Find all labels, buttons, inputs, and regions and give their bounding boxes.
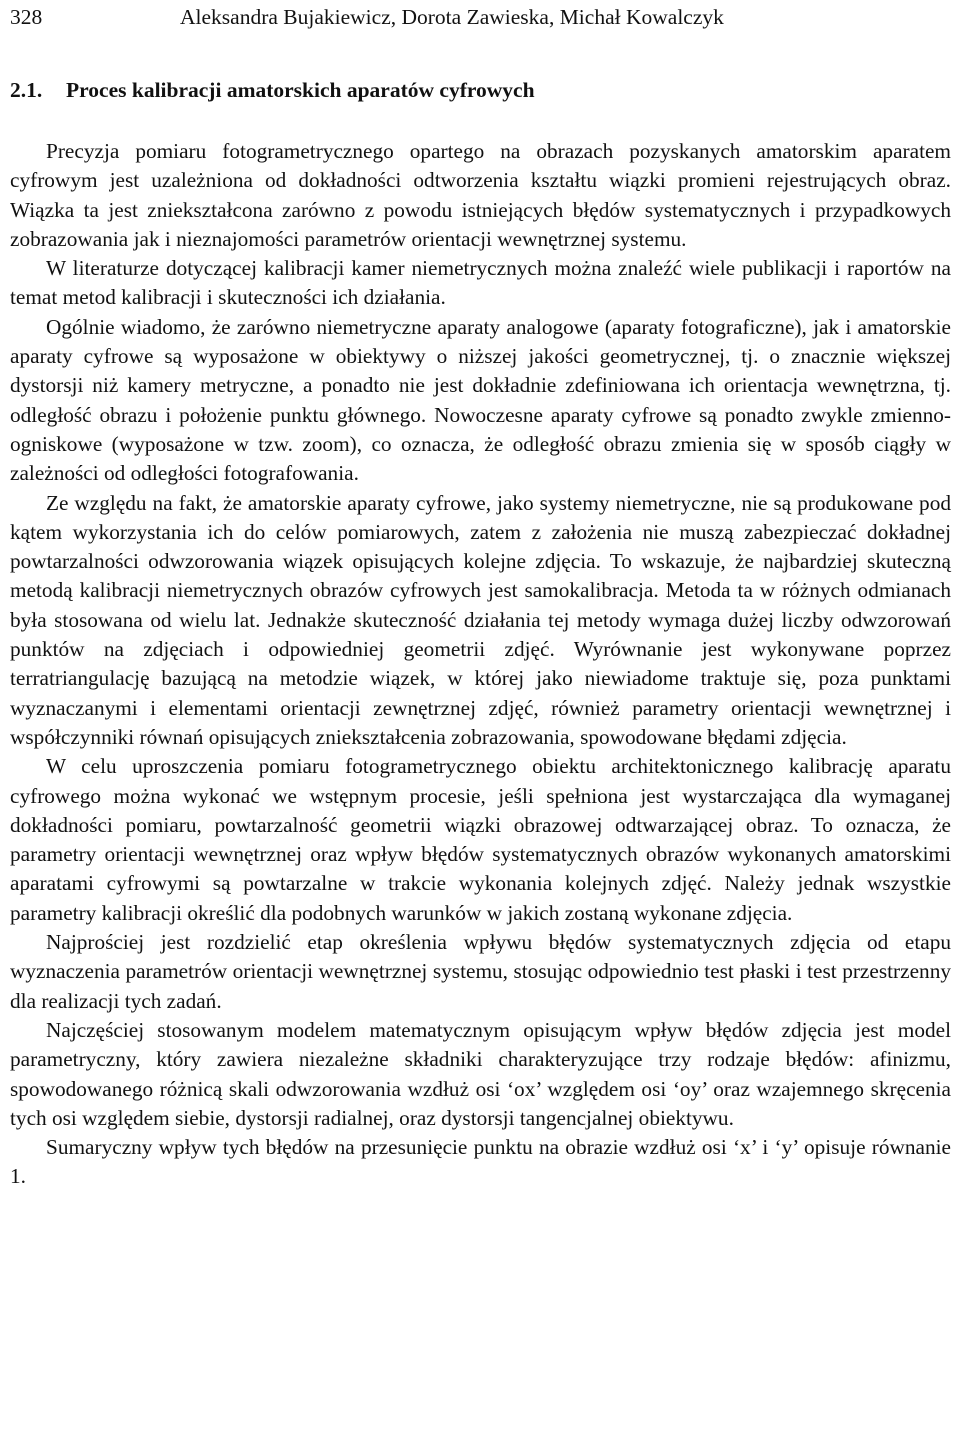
section-title: Proces kalibracji amatorskich aparatów cyfrowych bbox=[66, 78, 535, 102]
body-text bbox=[10, 137, 951, 1192]
header-authors: Aleksandra Bujakiewicz, Dorota Zawieska, Michał Kowalczyk bbox=[180, 5, 724, 29]
paragraph: Sumaryczny wpływ tych błędów na przesunięcie punktu na obrazie wzdłuż osi ‘x’ i ‘y’ opisuje równanie 1. bbox=[10, 1135, 951, 1189]
document-page bbox=[10, 0, 951, 1192]
paragraph: Precyzja pomiaru fotogrametrycznego opartego na obrazach pozyskanych amatorskim aparatem cyfrowym jest uzależniona od dokładności odtworzenia kształtu wiązki promieni rejestrujących obraz. Wiązka ta jest zniekształcona zarówno z powodu istniejących błędów systematycznych i przypadkowych zobrazowania jak i nieznajomości parametrów orientacji wewnętrznej systemu. bbox=[10, 139, 951, 251]
page-number: 328 bbox=[10, 5, 43, 29]
paragraph: Najczęściej stosowanym modelem matematycznym opisującym wpływ błędów zdjęcia jest model parametryczny, który zawiera niezależne składniki charakteryzujące trzy rodzaje błędów: afinizmu, spowodowanego różnicą skali odwzorowania wzdłuż osi ‘ox’ względem osi ‘oy’ oraz wzajemnego skręcenia tych osi względem siebie, dystorsji radialnej, oraz dystorsji tangencjalnej obiektywu. bbox=[10, 1017, 951, 1130]
paragraph: Ze względu na fakt, że amatorskie aparaty cyfrowe, jako systemy niemetryczne, nie są produkowane pod kątem wykorzystania ich do celów pomiarowych, zatem z założenia nie muszą zabezpieczać dokładnej powtarzalności odwzorowania wiązek opisujących kolejne zdjęcia. To wskazuje, że najbardziej skuteczną metodą kalibracji niemetrycznych obrazów cyfrowych jest samokalibracja. Metoda ta w różnych odmianach była stosowana od wielu lat. Jednakże skuteczność działania tej metody wymaga dużej liczby odwzorowań punktów na zdjęciach i odpowiedniej geometrii zdjęć. Wyrównanie jest wykonywane poprzez terratriangulację bazującą na metodzie wiązek, w której jako niewiadome traktuje się, poza punktami wyznaczanymi i elementami orientacji zewnętrznej zdjęć, również parametry orientacji wewnętrznej i współczynniki równań opisujących zniekształcenia zobrazowania, spowodowane błędami zdjęcia. bbox=[10, 490, 951, 749]
section-number: 2.1. bbox=[10, 78, 43, 102]
paragraph: W celu uproszczenia pomiaru fotogrametrycznego obiektu architektonicznego kalibrację aparatu cyfrowego można wykonać we wstępnym procesie, jeśli spełniona jest wystarczająca dla wymaganej dokładności pomiaru, powtarzalność geometrii wiązki obrazowej odtwarzającej obraz. To oznacza, że parametry orientacji wewnętrznej oraz wpływ błędów systematycznych obrazów wykonanych amatorskimi aparatami cyfrowymi są powtarzalne w trakcie wykonania kolejnych zdjęć. Należy jednak wszystkie parametry kalibracji określić dla podobnych warunków w jakich zostaną wykonane zdjęcia. bbox=[10, 754, 951, 925]
paragraph: W literaturze dotyczącej kalibracji kamer niemetrycznych można znaleźć wiele publikacji i raportów na temat metod kalibracji i skuteczności ich działania. bbox=[10, 256, 951, 310]
running-header bbox=[10, 4, 951, 30]
paragraph: Najprościej jest rozdzielić etap określenia wpływu błędów systematycznych zdjęcia od etapu wyznaczenia parametrów orientacji wewnętrznej systemu, stosując odpowiednio test płaski i test przestrzenny dla realizacji tych zadań. bbox=[10, 930, 951, 1013]
paragraph: Ogólnie wiadomo, że zarówno niemetryczne aparaty analogowe (aparaty fotograficzne), jak i amatorskie aparaty cyfrowe są wyposażone w obiektywy o niższej jakości geometrycznej, tj. o znacznie większej dystorsji niż kamery metryczne, a ponadto nie jest dokładnie zdefiniowana ich orientacja wewnętrzna, tj. odległość obrazu i położenie punktu głównego. Nowoczesne aparaty cyfrowe są ponadto zwykle zmienno-ogniskowe (wyposażone w tzw. zoom), co oznacza, że odległość obrazu zmienia się w sposób ciągły w zależności od odległości fotografowania. bbox=[10, 314, 951, 486]
section-heading bbox=[10, 76, 951, 104]
